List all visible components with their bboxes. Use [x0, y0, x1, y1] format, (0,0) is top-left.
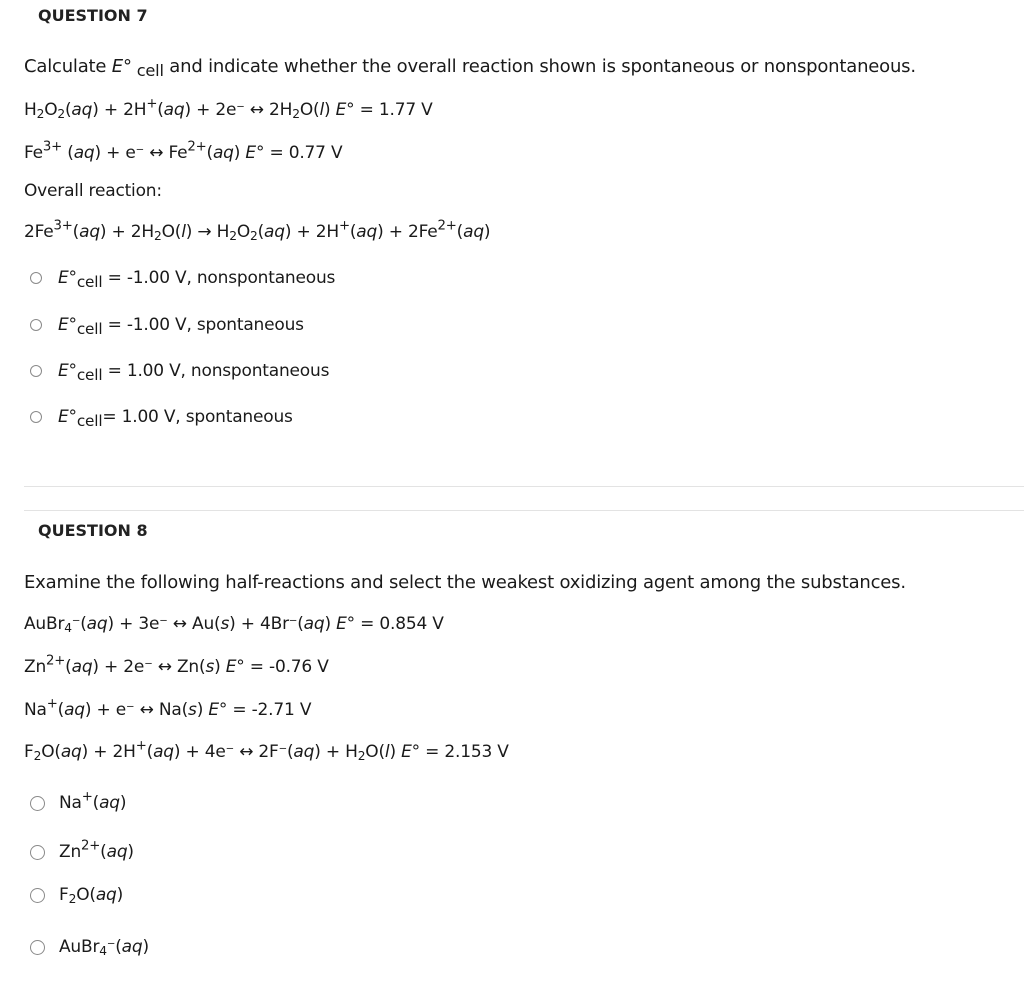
- overall-reaction: $2Fe^{3+}(aq) + 2H_2O(l) \to H_2O_2(aq) + 2H^+(aq) + 2Fe^{2+}(aq)$: [24, 218, 491, 244]
- option-label: $E^\circ_{cell} = -1.00$ V, nonspontaneous: [58, 268, 336, 291]
- q7-option-3[interactable]: [30, 361, 330, 384]
- half-reaction-zn: $Zn^{2+}(aq) + 2e^-$ ↔ Zn(s) E° = -0.76 V: [24, 653, 329, 677]
- radio-button[interactable]: [30, 411, 42, 423]
- radio-button[interactable]: [30, 888, 45, 903]
- q8-option-zn[interactable]: [30, 838, 134, 862]
- option-label: $E^\circ_{cell} = 1.00$ V, nonspontaneous: [58, 361, 330, 384]
- overall-reaction-label: Overall reaction:: [24, 181, 162, 201]
- q8-option-f2o[interactable]: [30, 885, 123, 905]
- radio-button[interactable]: [30, 365, 42, 377]
- question-8-prompt: Examine the following half-reactions and select the weakest oxidizing agent among the substances.: [24, 572, 906, 593]
- radio-button[interactable]: [30, 319, 42, 331]
- option-label: $E^\circ_{cell} = -1.00$ V, spontaneous: [58, 315, 304, 338]
- divider: [24, 486, 1024, 487]
- option-label: $F_2O(aq)$: [59, 885, 124, 907]
- question-7-heading: QUESTION 7: [38, 6, 148, 25]
- option-label: $Zn^{2+}(aq)$: [59, 838, 134, 862]
- half-reaction-2: $Fe^{3+}$ (aq) + e− ↔ $Fe^{2+}(aq) E^\circ = 0.77$ V: [24, 139, 343, 163]
- half-reaction-f2o: $F_2O(aq) + 2H^+(aq) + 4e^-$ ↔ $2F^-(aq) + H_2O(l) E^\circ = 2.153$ V: [24, 738, 509, 764]
- q7-option-1[interactable]: [30, 268, 336, 291]
- option-label: Na+(aq): [59, 789, 127, 813]
- half-reaction-1: $H_2O_2(aq) + 2H^+(aq) + 2e^-$ ↔ $2H_2O(l) E^\circ = 1.77$ V: [24, 96, 433, 122]
- divider: [24, 510, 1024, 511]
- radio-button[interactable]: [30, 272, 42, 284]
- q7-option-2[interactable]: [30, 315, 304, 338]
- radio-button[interactable]: [30, 845, 45, 860]
- radio-button[interactable]: [30, 940, 45, 955]
- question-7-prompt: Calculate E° $_{cell}$ and indicate whether the overall reaction shown is spontaneous or nonspontaneous.: [24, 56, 916, 81]
- q7-option-4[interactable]: [30, 407, 293, 430]
- half-reaction-aubr4: AuBr$_4$−(aq) + 3e− ↔ Au(s) + 4Br−(aq) E° = 0.854 V: [24, 614, 444, 636]
- q8-option-na[interactable]: [30, 789, 127, 813]
- q8-option-aubr4[interactable]: [30, 937, 149, 957]
- option-label: $E^\circ_{cell}= 1.00$ V, spontaneous: [58, 407, 293, 430]
- question-8-heading: QUESTION 8: [38, 521, 148, 540]
- option-label: AuBr$_4$−(aq): [59, 937, 149, 959]
- radio-button[interactable]: [30, 796, 45, 811]
- half-reaction-na: Na+(aq) + e− ↔ Na(s) E° = -2.71 V: [24, 696, 312, 720]
